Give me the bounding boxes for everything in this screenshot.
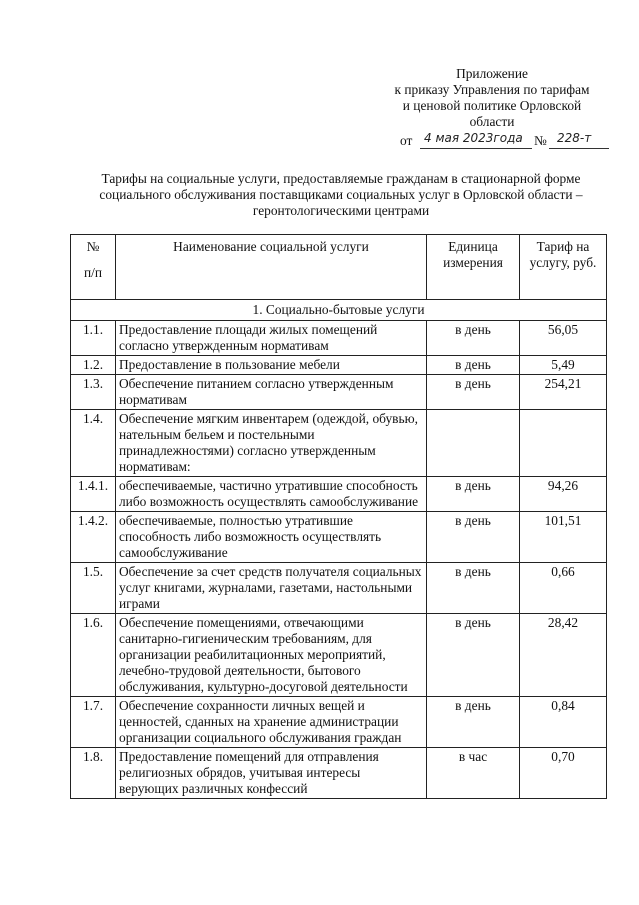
order-date-field (420, 130, 532, 149)
cell-tariff: 56,05 (520, 321, 607, 356)
table-row (71, 477, 607, 512)
cell-service-name: Обеспечение сохранности личных вещей и ценностей, сданных на хранение администрации организации социального обслуживания граждан (116, 697, 427, 748)
section-row (71, 300, 607, 321)
cell-service-name: обеспечиваемые, частично утратившие способность либо возможность осуществлять самообслуживание (116, 477, 427, 512)
cell-unit: в день (427, 563, 520, 614)
appendix-line: области (469, 114, 515, 129)
cell-unit: в день (427, 375, 520, 410)
order-date-handwritten: 4 мая 2023года (424, 131, 523, 145)
cell-number: 1.5. (71, 563, 116, 614)
order-reference (400, 133, 620, 151)
section-title: 1. Социально-бытовые услуги (71, 300, 607, 321)
col-header-name: Наименование социальной услуги (116, 235, 427, 300)
cell-tariff: 0,84 (520, 697, 607, 748)
cell-service-name: Предоставление помещений для отправления религиозных обрядов, учитывая интересы верующих различных конфессий (116, 748, 427, 799)
col-header-tariff: Тариф на услугу, руб. (520, 235, 607, 300)
cell-unit: в день (427, 614, 520, 697)
tariffs-table (70, 234, 607, 799)
cell-unit (427, 410, 520, 477)
cell-tariff: 254,21 (520, 375, 607, 410)
appendix-line: Приложение (456, 66, 528, 81)
cell-number: 1.4.2. (71, 512, 116, 563)
order-number-handwritten: 228-т (557, 131, 592, 145)
table-row (71, 410, 607, 477)
cell-service-name: Обеспечение помещениями, отвечающими санитарно-гигиеническим требованиям, для организации реабилитационных мероприятий, лечебно-трудовой деятельности, бытового обслуживания, культурно-досуговой деятельности (116, 614, 427, 697)
cell-service-name: Предоставление площади жилых помещений согласно утвержденным нормативам (116, 321, 427, 356)
col-header-number-pp: п/п (83, 265, 103, 280)
cell-unit: в день (427, 356, 520, 375)
cell-unit: в день (427, 512, 520, 563)
table-row (71, 356, 607, 375)
appendix-block (372, 66, 612, 130)
cell-number: 1.8. (71, 748, 116, 799)
cell-tariff: 101,51 (520, 512, 607, 563)
cell-number: 1.2. (71, 356, 116, 375)
appendix-line: к приказу Управления по тарифам (394, 82, 590, 97)
table-row (71, 563, 607, 614)
cell-number: 1.7. (71, 697, 116, 748)
cell-unit: в час (427, 748, 520, 799)
cell-tariff: 5,49 (520, 356, 607, 375)
cell-unit: в день (427, 321, 520, 356)
order-number-field (549, 130, 609, 149)
cell-service-name: Обеспечение за счет средств получателя социальных услуг книгами, журналами, газетами, настольными играми (116, 563, 427, 614)
cell-number: 1.4. (71, 410, 116, 477)
table-body (71, 300, 607, 799)
cell-service-name: Обеспечение питанием согласно утвержденным нормативам (116, 375, 427, 410)
cell-tariff: 28,42 (520, 614, 607, 697)
col-header-unit: Единица измерения (427, 235, 520, 300)
table-row (71, 748, 607, 799)
order-number-label: № (534, 133, 547, 148)
order-from-label: от (400, 133, 413, 148)
document-title: Тарифы на социальные услуги, предоставляемые гражданам в стационарной форме социального обслуживания поставщиками социальных услуг в Орловской области – геронтологическими центрами (99, 171, 583, 218)
cell-tariff: 0,70 (520, 748, 607, 799)
table-row (71, 697, 607, 748)
cell-number: 1.3. (71, 375, 116, 410)
cell-service-name: Обеспечение мягким инвентарем (одеждой, обувью, нательным бельем и постельными принадлежностями) согласно утвержденным нормативам: (116, 410, 427, 477)
cell-number: 1.1. (71, 321, 116, 356)
table-row (71, 321, 607, 356)
cell-number: 1.6. (71, 614, 116, 697)
table-row (71, 512, 607, 563)
cell-service-name: Предоставление в пользование мебели (116, 356, 427, 375)
cell-number: 1.4.1. (71, 477, 116, 512)
cell-tariff (520, 410, 607, 477)
cell-tariff: 0,66 (520, 563, 607, 614)
table-row (71, 614, 607, 697)
table-header-row (71, 235, 607, 300)
cell-service-name: обеспечиваемые, полностью утратившие способность либо возможность осуществлять самообслуживание (116, 512, 427, 563)
cell-unit: в день (427, 477, 520, 512)
col-header-number (71, 235, 116, 300)
appendix-line: и ценовой политике Орловской (402, 98, 582, 113)
col-header-number-sign: № (86, 239, 100, 254)
cell-tariff: 94,26 (520, 477, 607, 512)
cell-unit: в день (427, 697, 520, 748)
table-row (71, 375, 607, 410)
